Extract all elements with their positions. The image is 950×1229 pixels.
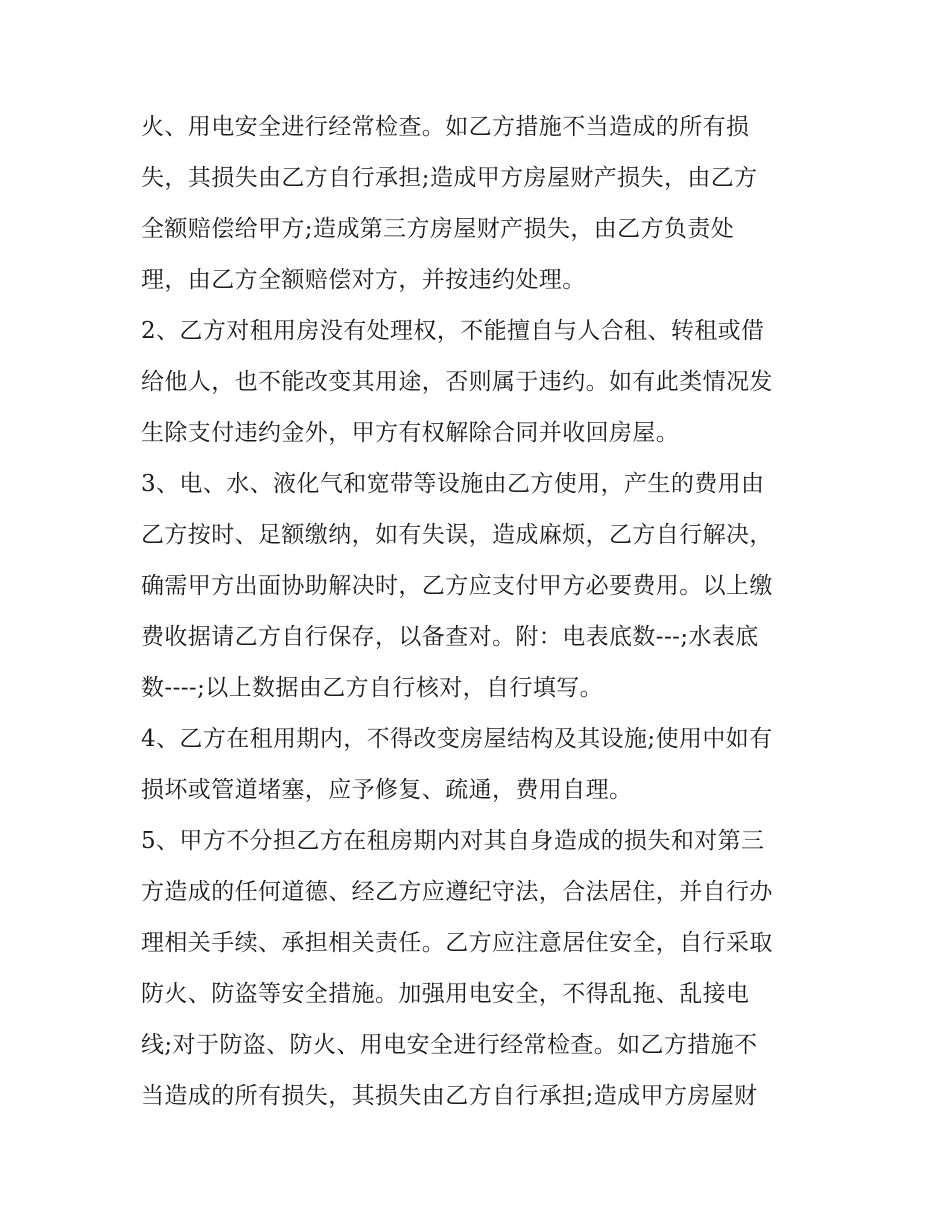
text-line-7: 生除支付违约金外，甲方有权解除合同并收回房屋。 — [141, 420, 680, 446]
text-line-18: 防火、防盗等安全措施。加强用电安全，不得乱拖、乱接电 — [141, 981, 750, 1007]
text-line-15: 5、甲方不分担乙方在租房期内对其自身造成的损失和对第三 — [141, 828, 765, 854]
text-line-3: 全额赔偿给甲方;造成第三方房屋财产损失，由乙方负责处 — [141, 216, 735, 242]
text-line-4: 理，由乙方全额赔偿对方，并按违约处理。 — [141, 267, 586, 293]
text-line-12: 数----;以上数据由乙方自行核对，自行填写。 — [141, 675, 604, 701]
text-line-20: 当造成的所有损失，其损失由乙方自行承担;造成甲方房屋财 — [141, 1083, 758, 1109]
document-body — [141, 102, 831, 1122]
text-line-19: 线;对于防盗、防火、用电安全进行经常检查。如乙方措施不 — [141, 1032, 758, 1058]
text-line-16: 方造成的任何道德、经乙方应遵纪守法，合法居住，并自行办 — [141, 879, 773, 905]
text-line-11: 费收据请乙方自行保存，以备查对。附：电表底数---;水表底 — [141, 624, 759, 650]
text-line-2: 失，其损失由乙方自行承担;造成甲方房屋财产损失，由乙方 — [141, 165, 758, 191]
text-line-8: 3、电、水、液化气和宽带等设施由乙方使用，产生的费用由 — [141, 471, 765, 497]
text-line-5: 2、乙方对租用房没有处理权，不能擅自与人合租、转租或借 — [141, 318, 765, 344]
text-line-10: 确需甲方出面协助解决时，乙方应支付甲方必要费用。以上缴 — [141, 573, 773, 599]
text-line-1: 火、用电安全进行经常检查。如乙方措施不当造成的所有损 — [141, 114, 750, 140]
text-line-13: 4、乙方在租用期内，不得改变房屋结构及其设施;使用中如有 — [141, 726, 773, 752]
text-line-14: 损坏或管道堵塞，应予修复、疏通，费用自理。 — [141, 777, 633, 803]
text-line-17: 理相关手续、承担相关责任。乙方应注意居住安全，自行采取 — [141, 930, 773, 956]
text-line-9: 乙方按时、足额缴纳，如有失误，造成麻烦，乙方自行解决， — [141, 522, 773, 548]
text-line-6: 给他人，也不能改变其用途，否则属于违约。如有此类情况发 — [141, 369, 773, 395]
